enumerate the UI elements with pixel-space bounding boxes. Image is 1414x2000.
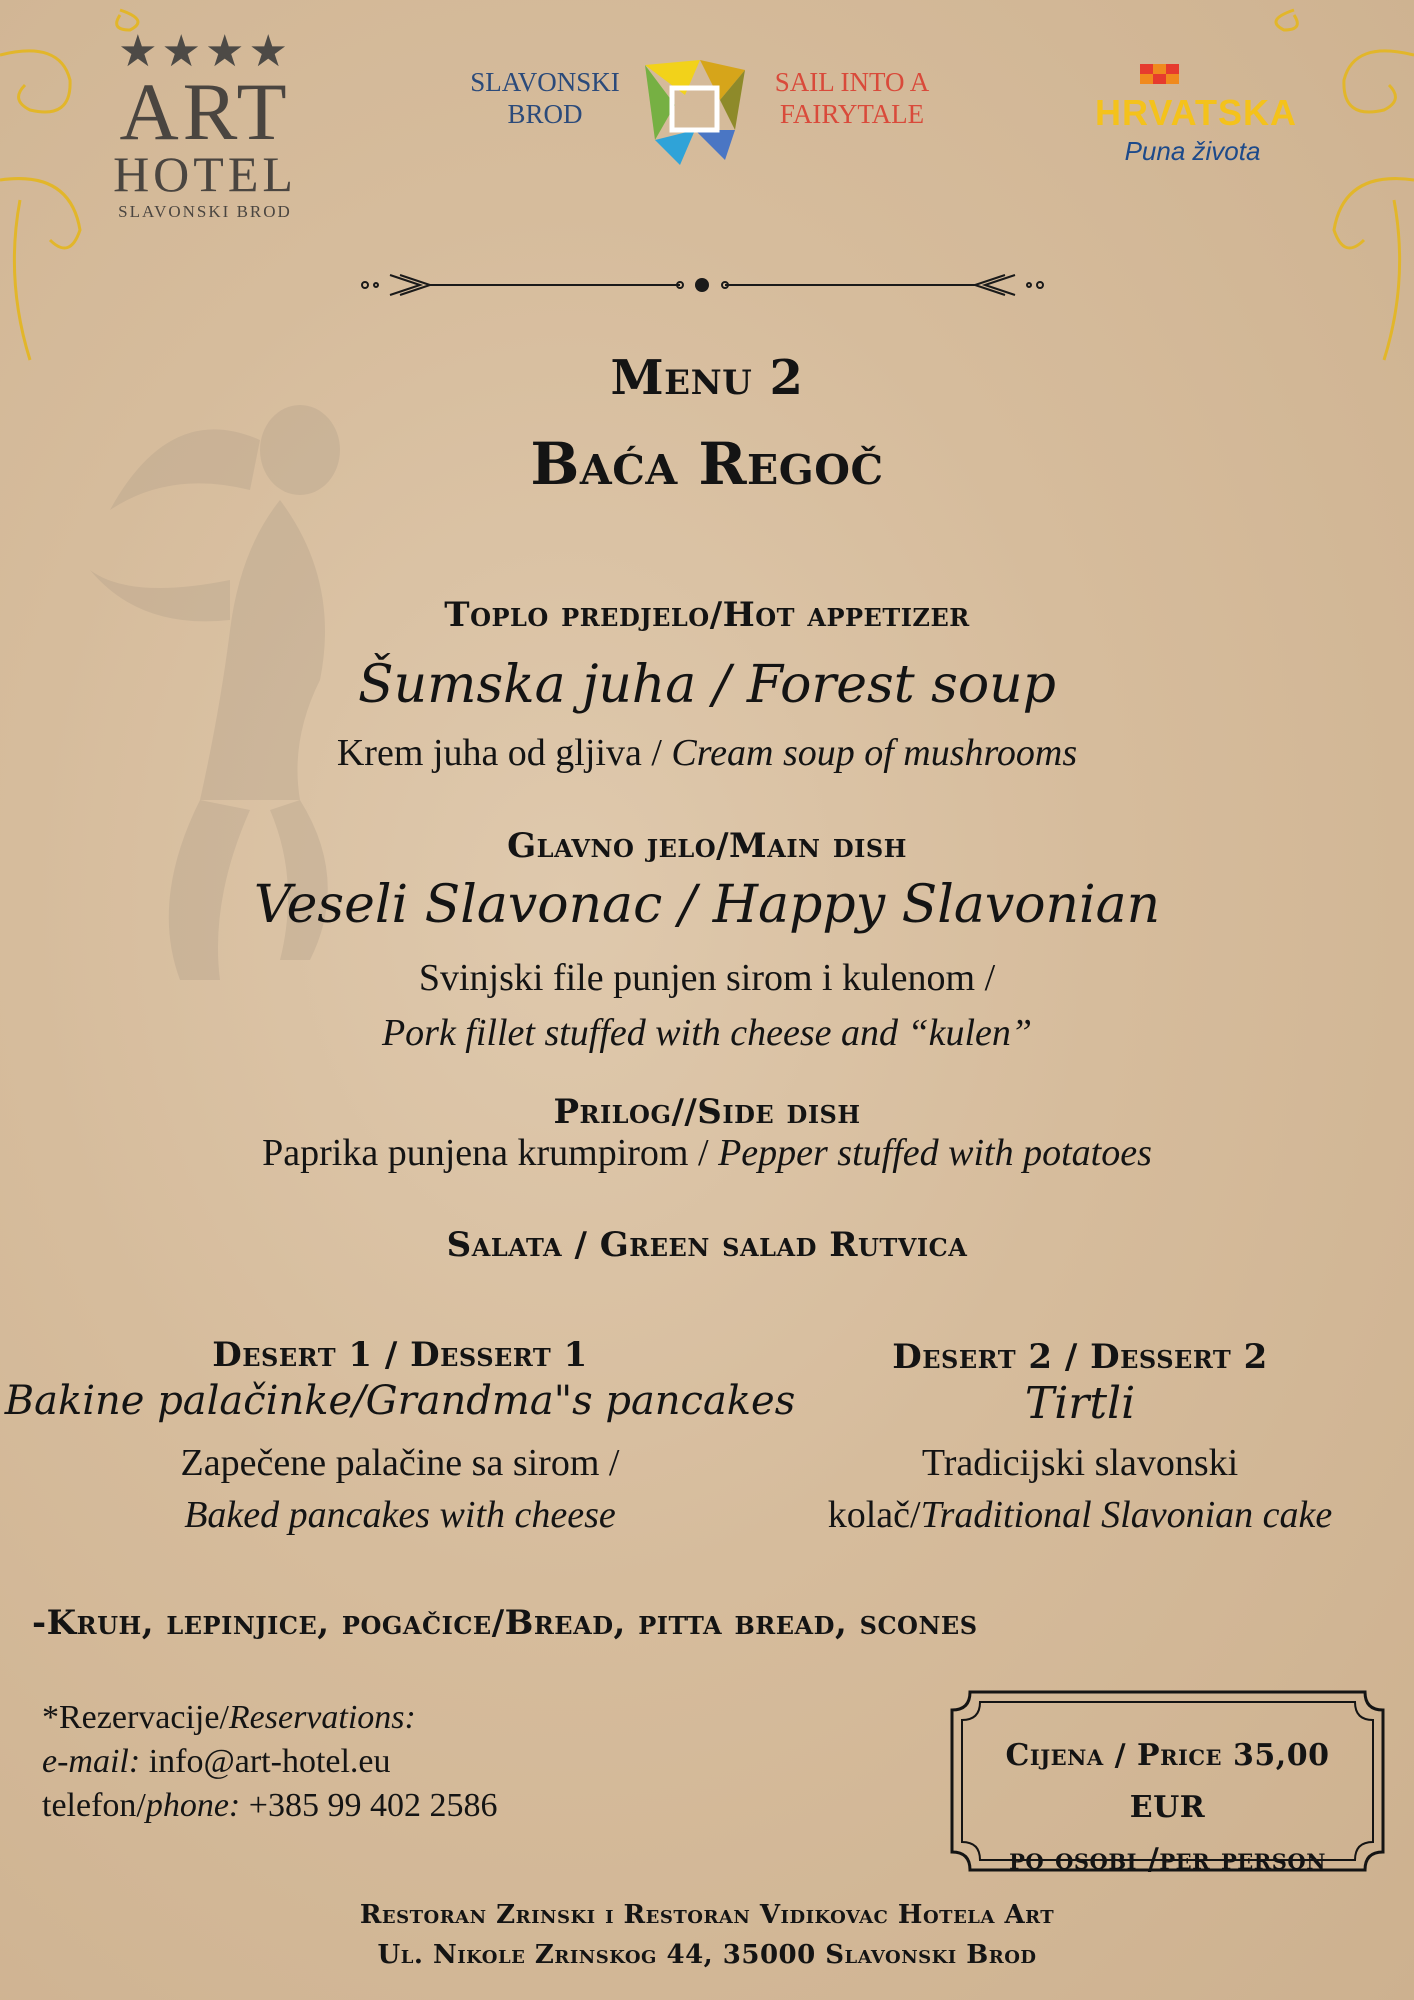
sb-line1: SLAVONSKI xyxy=(470,67,620,97)
hrvatska-logo xyxy=(1095,60,1298,180)
restaurant-footer xyxy=(0,1895,1414,1975)
star-rating-icon: ★★★★ xyxy=(118,26,292,77)
slavonski-brod-logo-text xyxy=(455,66,635,130)
slogan-line2: FAIRYTALE xyxy=(779,99,925,129)
art-hotel-logo-city: SLAVONSKI BROD xyxy=(118,202,292,221)
side-dish-desc-hr: Paprika punjena krumpirom / xyxy=(262,1132,719,1174)
salad-heading: Salata / Green salad Rutvica xyxy=(446,1225,968,1265)
bread-line: -Kruh, lepinjice, pogačice/Bread, pitta bread, scones xyxy=(32,1603,978,1643)
dessert2-desc-line2 xyxy=(800,1490,1360,1540)
email-line xyxy=(42,1740,497,1784)
price-info xyxy=(965,1730,1370,1886)
art-hotel-logo xyxy=(105,26,305,222)
dessert1-heading: Desert 1 / Dessert 1 xyxy=(212,1335,588,1375)
hot-appetizer-heading: Toplo predjelo/Hot appetizer xyxy=(444,595,970,635)
main-dish-heading: Glavno jelo/Main dish xyxy=(507,826,907,866)
dessert2-heading: Desert 2 / Dessert 2 xyxy=(892,1337,1268,1377)
dessert2-desc-hr2: kolač/ xyxy=(827,1494,921,1536)
main-dish-desc-en: Pork fillet stuffed with cheese and “kulen” xyxy=(381,1012,1033,1054)
reservation-label-hr: *Rezervacije/ xyxy=(42,1699,229,1736)
ornamental-divider xyxy=(360,270,1045,300)
side-dish-heading: Prilog//Side dish xyxy=(553,1092,861,1132)
side-dish-desc-en: Pepper stuffed with potatoes xyxy=(718,1132,1152,1174)
hot-appetizer-desc-en: Cream soup of mushrooms xyxy=(671,732,1078,774)
slogan-line1: SAIL INTO A xyxy=(774,67,930,97)
restaurant-names: Restoran Zrinski i Restoran Vidikovac Hotela Art xyxy=(359,1900,1055,1930)
hot-appetizer-dish: Šumska juha / Forest soup xyxy=(358,655,1056,715)
dessert1-desc-hr: Zapečene palačine sa sirom / xyxy=(180,1442,620,1484)
main-dish-name: Veseli Slavonac / Happy Slavonian xyxy=(253,875,1161,935)
phone-label-hr: telefon/ xyxy=(42,1787,146,1824)
dessert1-desc-en: Baked pancakes with cheese xyxy=(184,1494,616,1536)
menu-subtitle: Baća Regoč xyxy=(530,430,884,498)
side-dish-description xyxy=(0,1128,1414,1178)
dessert1-dish: Bakine palačinke/Grandma"s pancakes xyxy=(4,1378,796,1424)
art-hotel-logo-hotel: HOTEL xyxy=(113,146,297,202)
hrvatska-tagline: Puna života xyxy=(1124,136,1261,166)
email-label: e-mail: xyxy=(42,1743,141,1780)
phone-line xyxy=(42,1784,497,1828)
phone-number-link[interactable]: +385 99 402 2586 xyxy=(240,1787,498,1824)
hrvatska-checker-icon xyxy=(1140,64,1180,96)
restaurant-address: Ul. Nikole Zrinskog 44, 35000 Slavonski Brod xyxy=(377,1940,1037,1970)
price-amount: Cijena / Price 35,00 EUR xyxy=(1005,1738,1330,1825)
sail-into-fairytale-slogan xyxy=(757,66,947,130)
reservation-contact xyxy=(42,1696,497,1828)
phone-label-en: phone: xyxy=(145,1787,241,1824)
hot-appetizer-desc-hr: Krem juha od gljiva / xyxy=(336,732,672,774)
hrvatska-word: HRVATSKA xyxy=(1095,92,1298,133)
sb-line2: BROD xyxy=(507,99,583,129)
corner-flourish-right xyxy=(1244,0,1414,370)
slavonski-brod-emblem-icon xyxy=(640,60,750,165)
menu-title: Menu 2 xyxy=(610,350,804,406)
hot-appetizer-description xyxy=(0,728,1414,778)
art-hotel-logo-word: ART xyxy=(119,66,291,157)
reservation-line xyxy=(42,1696,497,1740)
price-per-person: po osobi /per person xyxy=(1009,1842,1326,1877)
email-address-link[interactable]: info@art-hotel.eu xyxy=(140,1743,391,1780)
reservation-label-en: Reservations: xyxy=(228,1699,416,1736)
dessert2-desc-en: Traditional Slavonian cake xyxy=(920,1494,1333,1536)
dessert2-desc-hr1: Tradicijski slavonski xyxy=(921,1442,1239,1484)
main-dish-desc-hr: Svinjski file punjen sirom i kulenom / xyxy=(418,957,996,999)
dessert2-dish: Tirtli xyxy=(1024,1378,1136,1429)
